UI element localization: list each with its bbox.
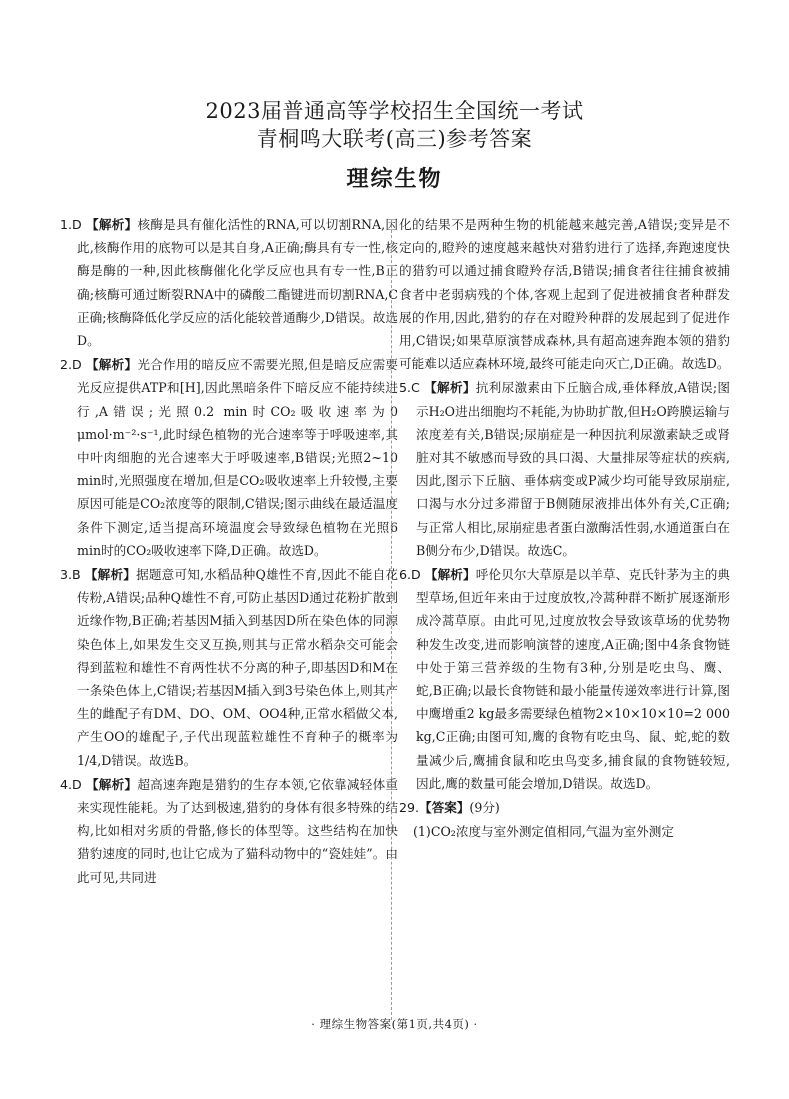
answer-item-4-continued: 化的结果不是两种生物的机能越来越完善,A错误;变异是不定向的,瞪羚的速度越来越快对猎豹进行了选择,奔跑速度快的猎豹可以通过捕食瞪羚存活,B错误;捕食者往往捕食被捕食者中老弱病残的个体,客观上起到了促进被捕食者种群发展的作用,因此,猎豹的存在对瞪羚种群的发展起到了促进作用,C错误;如果草原演替成森林,具有超高速奔跑本领的猎豹可能难以适应森林环境,最终可能走向灭亡,D正确。故选D。	[399, 217, 730, 372]
answer-item-1: 1.D 【解析】核酶是具有催化活性的RNA,可以切割RNA,因此,核酶作用的底物可以是其自身,A正确;酶具有专一性,核酶是酶的一种,因此核酶催化化学反应也具有专一性,B正确;核酶可通过断裂RNA中的磷酸二酯键进而切割RNA,C正确;核酶降低化学反应的活化能较普通酶少,D错误。故选D。	[60, 217, 398, 349]
answer-item-29-part1: (1)CO₂浓度与室外测定值相同,气温为室外测定	[413, 824, 674, 840]
answer-item-2: 2.D 【解析】光合作用的暗反应不需要光照,但是暗反应需要光反应提供ATP和[H],因此黑暗条件下暗反应不能持续进行,A错误;光照0.2 min时CO₂吸收速率为0 μmol·m⁻²·s⁻¹,此时绿色植物的光合速率等于呼吸速率,其中叶肉细胞的光合速率大于呼吸速率,B错误;光照2~10 min时,光照强度在增加,但是CO₂吸收速率上升较慢,主要原因可能是CO₂浓度等的限制,C错误;图示曲线在最适温度条件下测定,适当提高环境温度会导致绿色植物在光照6 min时的CO₂吸收速率下降,D正确。故选D。	[60, 357, 398, 558]
left-column	[60, 213, 398, 890]
right-column	[399, 213, 730, 844]
subject-heading: 理综生物	[346, 167, 443, 192]
answer-item-4: 4.D 【解析】超高速奔跑是猎豹的生存本领,它依靠减轻体重来实现性能耗。为了达到极速,猎豹的身体有很多特殊的结构,比如相对劣质的骨骼,修长的体型等。这些结构在加快猎豹速度的同时,也让它成为了猫科动物中的“瓷娃娃”。由此可见,共同进	[60, 776, 398, 885]
column-divider	[391, 220, 392, 1020]
answer-item-6: 6.D 【解析】呼伦贝尔大草原是以羊草、克氏针茅为主的典型草场,但近年来由于过度放牧,冷蒿种群不断扩展逐渐形成冷蒿草原。由此可见,过度放牧会导致该草场的优势物种发生改变,进而影响演替的速度,A正确;图中4条食物链中处于第三营养级的生物有3种,分别是吃虫鸟、鹰、蛇,B正确;以最长食物链和最小能量传递效率进行计算,图中鹰增重2 kg最多需要绿色植物2×10×10×10=2 000 kg,C正确;由图可知,鹰的食物有吃虫鸟、鼠、蛇,蛇的数量减少后,鹰捕食鼠和吃虫鸟变多,捕食鼠的食物链较短,因此,鹰的数量可能会增加,D错误。故选D。	[399, 567, 731, 791]
page-footer: · 理综生物答案(第1页,共4页) ·	[311, 1017, 478, 1031]
answer-item-5: 5.C 【解析】抗利尿激素由下丘脑合成,垂体释放,A错误;图示H₂O进出细胞均不耗能,为协助扩散,但H₂O跨膜运输与浓度差有关,B错误;尿崩症是一种因抗利尿激素缺乏或肾脏对其不敏感而导致的具口渴、大量排尿等症状的疾病,因此,图示下丘脑、垂体病变或P减少均可能导致尿崩症,口渴与水分过多滞留于B侧随尿液排出体外有关,C正确;与正常人相比,尿崩症患者蛋白激酶活性弱,水通道蛋白在B侧分布少,D错误。故选C。	[399, 380, 730, 558]
answer-item-3: 3.B 【解析】据题意可知,水稻品种Q雄性不育,因此不能自花传粉,A错误;品种Q雄性不育,可防止基因D通过花粉扩散到近缘作物,B正确;若基因M插入到基因D所在染色体的同源染色体上,如果发生交叉互换,则其与正常水稻杂交可能会得到蓝粒和雄性不育两性状不分离的种子,即基因D和M在一条染色体上,C错误;若基因M插入到3号染色体上,则其产生的雌配子有DM、DO、OM、OO4种,正常水稻做父本,产生OO的雄配子,子代出现蓝粒雄性不育种子的概率为1/4,D错误。故选B。	[60, 567, 398, 768]
answer-item-29: 29.【答案】(9分)	[399, 800, 500, 816]
exam-title: 2023届普通高等学校招生全国统一考试	[205, 99, 584, 123]
answer-key-title: 青桐鸣大联考(高三)参考答案	[256, 127, 533, 151]
